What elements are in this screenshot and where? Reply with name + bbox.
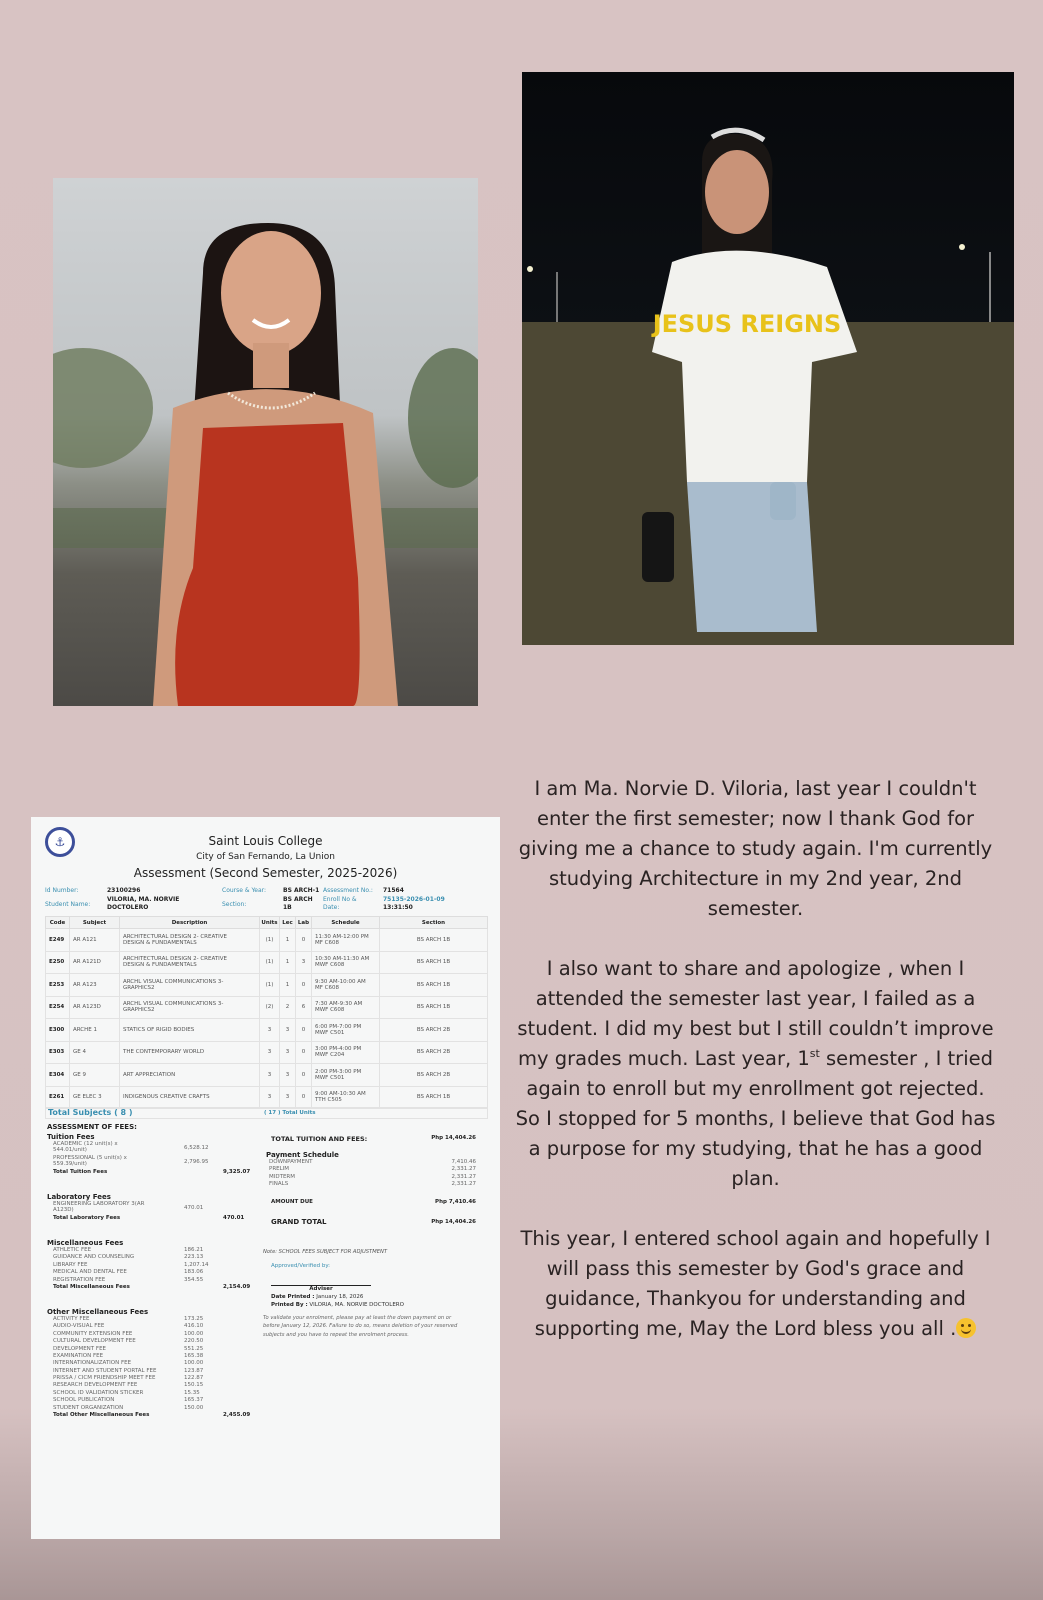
fee-label: ACTIVITY FEE bbox=[53, 1315, 90, 1322]
course-value: BS ARCH-1 bbox=[283, 887, 320, 894]
subject-code: E253 bbox=[46, 974, 70, 997]
fee-label: LIBRARY FEE bbox=[53, 1261, 88, 1268]
total-tuition-value: Php 14,404.26 bbox=[431, 1135, 476, 1141]
subject-units: (1) bbox=[260, 929, 280, 952]
fee-item bbox=[47, 1346, 262, 1353]
fee-label: MEDICAL AND DENTAL FEE bbox=[53, 1269, 127, 1276]
subject-schedule bbox=[312, 1041, 380, 1064]
col-code: Code bbox=[46, 917, 70, 929]
subject-row bbox=[46, 1019, 488, 1042]
subject-lab: 0 bbox=[296, 1086, 312, 1109]
fee-amount: 6,528.12 bbox=[184, 1145, 209, 1151]
fee-item bbox=[263, 1166, 488, 1173]
subject-row bbox=[46, 951, 488, 974]
grand-total-label: GRAND TOTAL bbox=[271, 1217, 327, 1226]
fee-label: EXAMINATION FEE bbox=[53, 1352, 104, 1359]
fee-item bbox=[47, 1254, 262, 1261]
enroll-label-1: Enroll No & bbox=[323, 896, 357, 903]
personal-message bbox=[512, 774, 999, 1374]
subject-code: E303 bbox=[46, 1041, 70, 1064]
subject-units: 3 bbox=[260, 1086, 280, 1109]
subject-row bbox=[46, 929, 488, 952]
approved-by-label: Approved/Verified by: bbox=[271, 1262, 331, 1269]
tuition-total-amount: 9,325.07 bbox=[223, 1169, 251, 1175]
fee-label: INTERNATIONALIZATION FEE bbox=[53, 1360, 132, 1367]
fee-amount: 122.87 bbox=[184, 1375, 204, 1382]
subject-description bbox=[120, 1064, 260, 1087]
message-p2-part-b: semester , I tried again to enroll but my enrollment got rejected. So I stopped for 5 months, I believe that God has a purpose for my studying, that he has a good plan. bbox=[515, 1047, 996, 1190]
subject-code: E261 bbox=[46, 1086, 70, 1109]
subject-section: BS ARCH 2B bbox=[380, 1064, 488, 1087]
subject-row bbox=[46, 1086, 488, 1109]
section-value-2: 1B bbox=[283, 904, 292, 911]
validation-notice: To validate your enrolment, please pay at least the down payment on or before January 12, 2026. Failure to do so, means deletion of your reserved subjects and you have to repeat the enrolment process. bbox=[263, 1314, 458, 1338]
schedule-room: MF C608 bbox=[315, 984, 339, 991]
fee-item bbox=[47, 1323, 262, 1330]
fee-amount: 470.01 bbox=[184, 1205, 204, 1211]
description-line-1: ARCHITECTURAL DESIGN 2- CREATIVE bbox=[123, 956, 228, 963]
fee-item bbox=[47, 1382, 262, 1389]
fee-label: STUDENT ORGANIZATION bbox=[53, 1404, 124, 1411]
col-section: Section bbox=[380, 917, 488, 929]
description-line-1: INDIGENOUS CREATIVE CRAFTS bbox=[123, 1094, 210, 1101]
subject-schedule bbox=[312, 1064, 380, 1087]
total-subjects: Total Subjects ( 8 ) bbox=[48, 1108, 133, 1117]
amount-due bbox=[263, 1199, 488, 1209]
fee-item bbox=[47, 1247, 262, 1254]
college-seal-icon: ⚓ bbox=[45, 827, 75, 857]
tuition-total-label: Total Tuition Fees bbox=[53, 1169, 108, 1175]
subject-description bbox=[120, 929, 260, 952]
name-value-2: DOCTOLERO bbox=[107, 904, 149, 911]
fee-item bbox=[47, 1277, 262, 1284]
message-paragraph-3 bbox=[512, 1224, 999, 1344]
subject-name: GE 9 bbox=[70, 1064, 120, 1087]
schedule-time: 9:30 AM-10:00 AM bbox=[315, 978, 366, 985]
fee-label: PRELIM bbox=[269, 1166, 290, 1173]
fee-item bbox=[47, 1141, 262, 1155]
description-line-1: STATICS OF RIGID BODIES bbox=[123, 1026, 195, 1033]
col-schedule: Schedule bbox=[312, 917, 380, 929]
date-printed-label: Date Printed : bbox=[271, 1293, 315, 1300]
laboratory-total bbox=[47, 1215, 262, 1224]
fee-label-2: A123D) bbox=[53, 1207, 74, 1213]
subject-section: BS ARCH 1B bbox=[380, 996, 488, 1019]
other-misc-total bbox=[47, 1412, 262, 1421]
fee-label: DEVELOPMENT FEE bbox=[53, 1345, 107, 1352]
schedule-time: 7:30 AM-9:30 AM bbox=[315, 1001, 363, 1008]
fee-amount: 2,331.27 bbox=[451, 1166, 476, 1173]
col-lec: Lec bbox=[280, 917, 296, 929]
col-lab: Lab bbox=[296, 917, 312, 929]
fee-amount: 223.13 bbox=[184, 1254, 204, 1261]
col-units: Units bbox=[260, 917, 280, 929]
fee-label-1: PROFESSIONAL (5 unit(s) x bbox=[53, 1155, 127, 1161]
fee-label: COMMUNITY EXTENSION FEE bbox=[53, 1330, 133, 1337]
name-label: Student Name: bbox=[45, 901, 91, 908]
fee-amount: 186.21 bbox=[184, 1247, 204, 1253]
subject-lec: 1 bbox=[280, 929, 296, 952]
description-line-2: GRAPHICS2 bbox=[123, 1007, 155, 1014]
schedule-time: 9:00 AM-10:30 AM bbox=[315, 1091, 366, 1098]
name-value-1: VILORIA, MA. NORVIE bbox=[107, 896, 180, 903]
printed-by-label: Printed By : bbox=[271, 1301, 308, 1308]
schedule-room: MWF C501 bbox=[315, 1029, 345, 1036]
subject-code: E304 bbox=[46, 1064, 70, 1087]
enroll-value-1: 75135-2026-01-09 bbox=[383, 896, 445, 903]
subject-lec: 2 bbox=[280, 996, 296, 1019]
fee-label: CULTURAL DEVELOPMENT FEE bbox=[53, 1338, 136, 1345]
subject-row bbox=[46, 1041, 488, 1064]
subject-lec: 3 bbox=[280, 1086, 296, 1109]
total-tuition-and-fees bbox=[263, 1135, 488, 1145]
assessment-of-fees-heading: ASSESSMENT OF FEES: bbox=[47, 1123, 137, 1131]
total-units: ( 17 ) Total Units bbox=[264, 1110, 316, 1116]
document-header bbox=[31, 817, 500, 887]
subject-schedule bbox=[312, 929, 380, 952]
fee-item bbox=[47, 1269, 262, 1276]
fee-item bbox=[47, 1390, 262, 1397]
fee-label: MIDTERM bbox=[269, 1173, 296, 1180]
fee-label: REGISTRATION FEE bbox=[53, 1276, 106, 1283]
table-header-row bbox=[46, 917, 488, 929]
smiling-face-icon bbox=[956, 1318, 976, 1338]
adviser-label: Adviser bbox=[309, 1285, 333, 1292]
subject-section: BS ARCH 1B bbox=[380, 929, 488, 952]
fee-label: ATHLETIC FEE bbox=[53, 1247, 92, 1253]
fee-amount: 2,331.27 bbox=[451, 1173, 476, 1180]
fee-label: SCHOOL ID VALIDATION STICKER bbox=[53, 1389, 144, 1396]
subject-schedule bbox=[312, 1019, 380, 1042]
subject-lab: 3 bbox=[296, 951, 312, 974]
misc-total bbox=[47, 1284, 262, 1293]
subject-lab: 0 bbox=[296, 1041, 312, 1064]
fees-note: Note: SCHOOL FEES SUBJECT FOR ADJUSTMENT bbox=[263, 1248, 388, 1255]
fee-item bbox=[47, 1360, 262, 1367]
schedule-time: 11:30 AM-12:00 PM bbox=[315, 933, 369, 940]
message-p3-text: This year, I entered school again and hopefully I will pass this semester by God's grace and guidance, Thankyou for understanding and supporting me, May the Lord bless you all . bbox=[520, 1227, 991, 1340]
subject-lab: 6 bbox=[296, 996, 312, 1019]
subject-section: BS ARCH 1B bbox=[380, 974, 488, 997]
subject-code: E254 bbox=[46, 996, 70, 1019]
schedule-time: 10:30 AM-11:30 AM bbox=[315, 956, 370, 963]
fee-amount: 2,796.95 bbox=[184, 1159, 209, 1165]
subject-section: BS ARCH 1B bbox=[380, 951, 488, 974]
subject-name: AR A123 bbox=[70, 974, 120, 997]
description-line-1: THE CONTEMPORARY WORLD bbox=[123, 1049, 205, 1056]
subject-lec: 1 bbox=[280, 951, 296, 974]
shirt-print: JESUS REIGNS bbox=[652, 310, 842, 338]
fee-item bbox=[47, 1155, 262, 1169]
fee-amount: 165.38 bbox=[184, 1352, 204, 1359]
fee-amount: 354.55 bbox=[184, 1276, 204, 1283]
fee-item bbox=[47, 1201, 262, 1215]
subject-schedule bbox=[312, 974, 380, 997]
subject-units: (1) bbox=[260, 951, 280, 974]
enroll-value-2: 13:31:50 bbox=[383, 904, 413, 911]
fee-amount: 123.87 bbox=[184, 1367, 204, 1374]
fee-item bbox=[263, 1181, 488, 1188]
subject-lec: 3 bbox=[280, 1019, 296, 1042]
fee-label: INTERNET AND STUDENT PORTAL FEE bbox=[53, 1367, 157, 1374]
laboratory-total-amount: 470.01 bbox=[223, 1215, 245, 1221]
fee-item bbox=[47, 1331, 262, 1338]
other-misc-heading: Other Miscellaneous Fees bbox=[47, 1307, 149, 1316]
fee-label-2: 559.39/unit) bbox=[53, 1161, 87, 1167]
fee-item bbox=[47, 1368, 262, 1375]
subject-description bbox=[120, 1019, 260, 1042]
subject-lec: 3 bbox=[280, 1064, 296, 1087]
description-line-2: DESIGN & FUNDAMENTALS bbox=[123, 962, 197, 969]
message-paragraph-1: I am Ma. Norvie D. Viloria, last year I couldn't enter the first semester; now I thank God for giving me a chance to study again. I'm currently studying Architecture in my 2nd year, 2nd semester. bbox=[518, 777, 993, 920]
assessment-no-value: 71564 bbox=[383, 887, 404, 894]
fee-item bbox=[47, 1397, 262, 1404]
fee-amount: 100.00 bbox=[184, 1360, 204, 1367]
schedule-room: TTH C505 bbox=[315, 1097, 342, 1104]
misc-heading: Miscellaneous Fees bbox=[47, 1239, 124, 1247]
subject-lab: 0 bbox=[296, 1064, 312, 1087]
subject-lab: 0 bbox=[296, 929, 312, 952]
fee-item bbox=[47, 1405, 262, 1412]
fee-item bbox=[47, 1316, 262, 1323]
date-printed-value: January 18, 2026 bbox=[316, 1293, 364, 1300]
fee-label: GUIDANCE AND COUNSELING bbox=[53, 1254, 135, 1261]
subject-row bbox=[46, 974, 488, 997]
message-p2-superscript: st bbox=[809, 1047, 820, 1060]
laboratory-total-label: Total Laboratory Fees bbox=[53, 1215, 121, 1221]
subject-lab: 0 bbox=[296, 974, 312, 997]
subject-code: E250 bbox=[46, 951, 70, 974]
section-label: Section: bbox=[222, 901, 247, 908]
subject-name: AR A121 bbox=[70, 929, 120, 952]
fee-item bbox=[47, 1353, 262, 1360]
fee-amount: 220.50 bbox=[184, 1338, 204, 1345]
tuition-heading: Tuition Fees bbox=[47, 1133, 95, 1141]
subject-units: 3 bbox=[260, 1019, 280, 1042]
fee-label: FINALS bbox=[269, 1181, 289, 1188]
subject-schedule bbox=[312, 996, 380, 1019]
fee-amount: 173.25 bbox=[184, 1315, 204, 1322]
subject-units: (2) bbox=[260, 996, 280, 1019]
tuition-total bbox=[47, 1169, 262, 1178]
subject-description bbox=[120, 996, 260, 1019]
subject-section: BS ARCH 2B bbox=[380, 1041, 488, 1064]
col-subject: Subject bbox=[70, 917, 120, 929]
schedule-time: 3:00 PM-4:00 PM bbox=[315, 1046, 362, 1053]
subject-name: ARCHE 1 bbox=[70, 1019, 120, 1042]
student-info bbox=[31, 887, 500, 917]
fee-label: RESEARCH DEVELOPMENT FEE bbox=[53, 1382, 138, 1389]
schedule-room: MF C608 bbox=[315, 939, 339, 946]
assessment-title: Assessment (Second Semester, 2025-2026) bbox=[133, 866, 398, 880]
fee-amount: 165.37 bbox=[184, 1397, 204, 1404]
schedule-time: 2:00 PM-3:00 PM bbox=[315, 1068, 362, 1075]
fee-item bbox=[47, 1375, 262, 1382]
payment-schedule-heading: Payment Schedule bbox=[266, 1151, 339, 1159]
subject-description bbox=[120, 974, 260, 997]
fee-label-2: 544.01/unit) bbox=[53, 1147, 87, 1153]
description-line-2: DESIGN & FUNDAMENTALS bbox=[123, 939, 197, 946]
amount-due-value: Php 7,410.46 bbox=[435, 1198, 476, 1205]
misc-total-label: Total Miscellaneous Fees bbox=[53, 1283, 130, 1290]
date-printed bbox=[271, 1294, 488, 1300]
fee-item bbox=[47, 1262, 262, 1269]
other-misc-total-label: Total Other Miscellaneous Fees bbox=[53, 1412, 150, 1419]
course-label: Course & Year: bbox=[222, 887, 267, 894]
grand-total-value: Php 14,404.26 bbox=[431, 1218, 476, 1225]
subject-name: GE 4 bbox=[70, 1041, 120, 1064]
college-name: Saint Louis College bbox=[208, 834, 323, 848]
subject-lec: 1 bbox=[280, 974, 296, 997]
fee-label: PRISSA / CICM FRIENDSHIP MEET FEE bbox=[53, 1375, 156, 1382]
fee-amount: 416.10 bbox=[184, 1323, 204, 1330]
subjects-table bbox=[45, 916, 488, 1109]
schedule-room: MWF C204 bbox=[315, 1052, 345, 1059]
fee-amount: 2,331.27 bbox=[451, 1181, 476, 1188]
schedule-room: MWF C608 bbox=[315, 1007, 345, 1014]
fee-item bbox=[263, 1159, 488, 1166]
subject-units: 3 bbox=[260, 1064, 280, 1087]
night-photo-illustration bbox=[522, 72, 1014, 645]
fee-label: DOWNPAYMENT bbox=[269, 1159, 313, 1165]
subject-name: AR A121D bbox=[70, 951, 120, 974]
schedule-room: MWF C608 bbox=[315, 962, 345, 969]
other-misc-total-amount: 2,455.09 bbox=[223, 1412, 251, 1419]
subject-code: E300 bbox=[46, 1019, 70, 1042]
totals-row bbox=[45, 1107, 488, 1119]
subject-units: 3 bbox=[260, 1041, 280, 1064]
description-line-1: ARCHL VISUAL COMMUNICATIONS 3- bbox=[123, 978, 224, 985]
subject-schedule bbox=[312, 951, 380, 974]
enroll-label-2: Date: bbox=[323, 904, 340, 911]
total-tuition-label: TOTAL TUITION AND FEES: bbox=[271, 1135, 368, 1143]
misc-total-amount: 2,154.09 bbox=[223, 1283, 251, 1290]
fee-amount: 150.15 bbox=[184, 1382, 204, 1389]
fee-amount: 7,410.46 bbox=[451, 1159, 476, 1165]
subject-section: BS ARCH 2B bbox=[380, 1019, 488, 1042]
fee-label: AUDIO-VISUAL FEE bbox=[53, 1323, 105, 1330]
subject-description bbox=[120, 1086, 260, 1109]
subject-name: GE ELEC 3 bbox=[70, 1086, 120, 1109]
subject-schedule bbox=[312, 1086, 380, 1109]
section-value-1: BS ARCH bbox=[283, 896, 313, 903]
subject-row bbox=[46, 1064, 488, 1087]
subject-section: BS ARCH 1B bbox=[380, 1086, 488, 1109]
payment-summary bbox=[263, 1121, 488, 1339]
fee-label-1: ACADEMIC (12 unit(s) x bbox=[53, 1141, 118, 1147]
description-line-1: ART APPRECIATION bbox=[123, 1071, 176, 1078]
night-photo-jesus-reigns-shirt bbox=[522, 72, 1014, 645]
subject-name: AR A123D bbox=[70, 996, 120, 1019]
subject-description bbox=[120, 1041, 260, 1064]
description-line-2: GRAPHICS2 bbox=[123, 984, 155, 991]
fee-amount: 150.00 bbox=[184, 1404, 204, 1411]
fees-breakdown bbox=[47, 1121, 262, 1421]
assessment-no-label: Assessment No.: bbox=[323, 887, 373, 894]
fee-amount: 551.25 bbox=[184, 1345, 204, 1352]
description-line-1: ARCHITECTURAL DESIGN 2- CREATIVE bbox=[123, 933, 228, 940]
fee-item bbox=[47, 1338, 262, 1345]
message-p2-part-a: I also want to share and apologize , when I attended the semester last year, I failed as a student. I did my best but I still couldn’t improve my grades much. Last year, 1 bbox=[517, 957, 994, 1070]
amount-due-label: AMOUNT DUE bbox=[271, 1198, 313, 1205]
subject-description bbox=[120, 951, 260, 974]
id-label: Id Number: bbox=[45, 887, 79, 894]
assessment-document bbox=[31, 817, 500, 1539]
subject-row bbox=[46, 996, 488, 1019]
fee-label: SCHOOL PUBLICATION bbox=[53, 1397, 115, 1404]
printed-by-value: VILORIA, MA. NORVIE DOCTOLERO bbox=[309, 1301, 404, 1308]
subject-lab: 0 bbox=[296, 1019, 312, 1042]
fee-label-1: ENGINEERING LABORATORY 3(AR bbox=[53, 1201, 145, 1207]
schedule-room: MWF C501 bbox=[315, 1074, 345, 1081]
fee-amount: 1,207.14 bbox=[184, 1261, 209, 1268]
description-line-1: ARCHL VISUAL COMMUNICATIONS 3- bbox=[123, 1001, 224, 1008]
fee-item bbox=[263, 1174, 488, 1181]
portrait-illustration bbox=[53, 178, 478, 706]
subject-units: (1) bbox=[260, 974, 280, 997]
grand-total bbox=[263, 1218, 488, 1228]
portrait-photo-red-dress bbox=[53, 178, 478, 706]
fee-amount: 15.35 bbox=[184, 1389, 200, 1396]
subject-code: E249 bbox=[46, 929, 70, 952]
subject-lec: 3 bbox=[280, 1041, 296, 1064]
schedule-time: 6:00 PM-7:00 PM bbox=[315, 1023, 362, 1030]
college-city: City of San Fernando, La Union bbox=[196, 852, 335, 862]
message-paragraph-2 bbox=[512, 954, 999, 1194]
id-value: 23100296 bbox=[107, 887, 141, 894]
fee-amount: 100.00 bbox=[184, 1330, 204, 1337]
printed-by bbox=[271, 1302, 488, 1308]
col-description: Description bbox=[120, 917, 260, 929]
fee-amount: 183.06 bbox=[184, 1269, 204, 1276]
laboratory-heading: Laboratory Fees bbox=[47, 1193, 111, 1201]
